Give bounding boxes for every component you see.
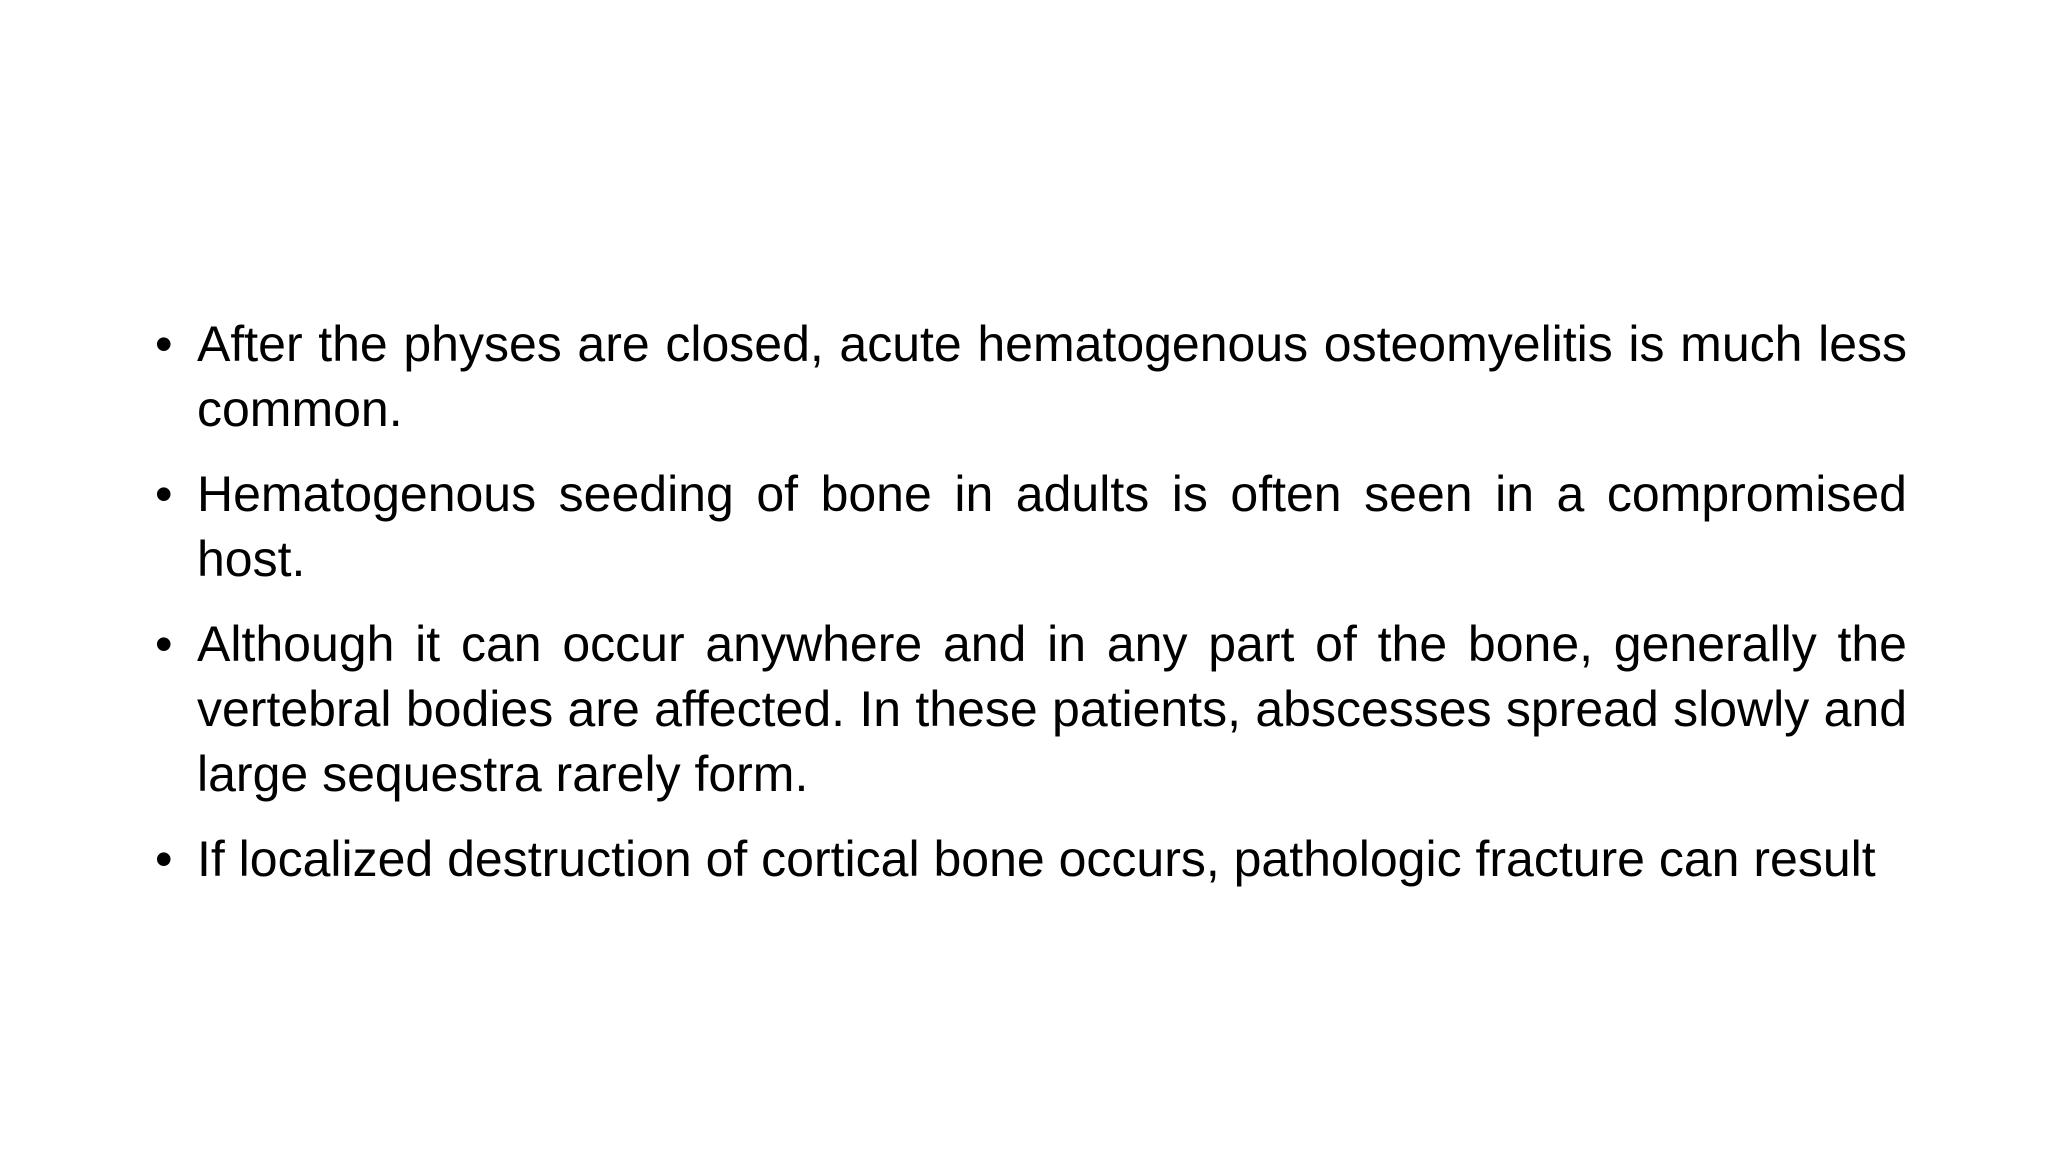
slide-body [155, 312, 1907, 912]
bullet-dot-icon: • [155, 831, 173, 887]
bullet-item [155, 462, 1907, 592]
bullet-item [155, 612, 1907, 807]
bullet-item [155, 827, 1907, 892]
bullet-dot-icon: • [155, 616, 173, 672]
bullet-list [155, 312, 1907, 892]
bullet-item [155, 312, 1907, 442]
bullet-text: Although it can occur anywhere and in any part of the bone, generally the vertebral bodies are affected. In these patients, abscesses spread slowly and large sequestra rarely form. [197, 616, 1907, 802]
bullet-text: If localized destruction of cortical bone occurs, pathologic fracture can result [197, 831, 1876, 887]
bullet-text: After the physes are closed, acute hematogenous osteomyelitis is much less common. [197, 316, 1907, 437]
bullet-dot-icon: • [155, 466, 173, 522]
bullet-dot-icon: • [155, 316, 173, 372]
bullet-text: Hematogenous seeding of bone in adults is often seen in a compromised host. [197, 466, 1907, 587]
